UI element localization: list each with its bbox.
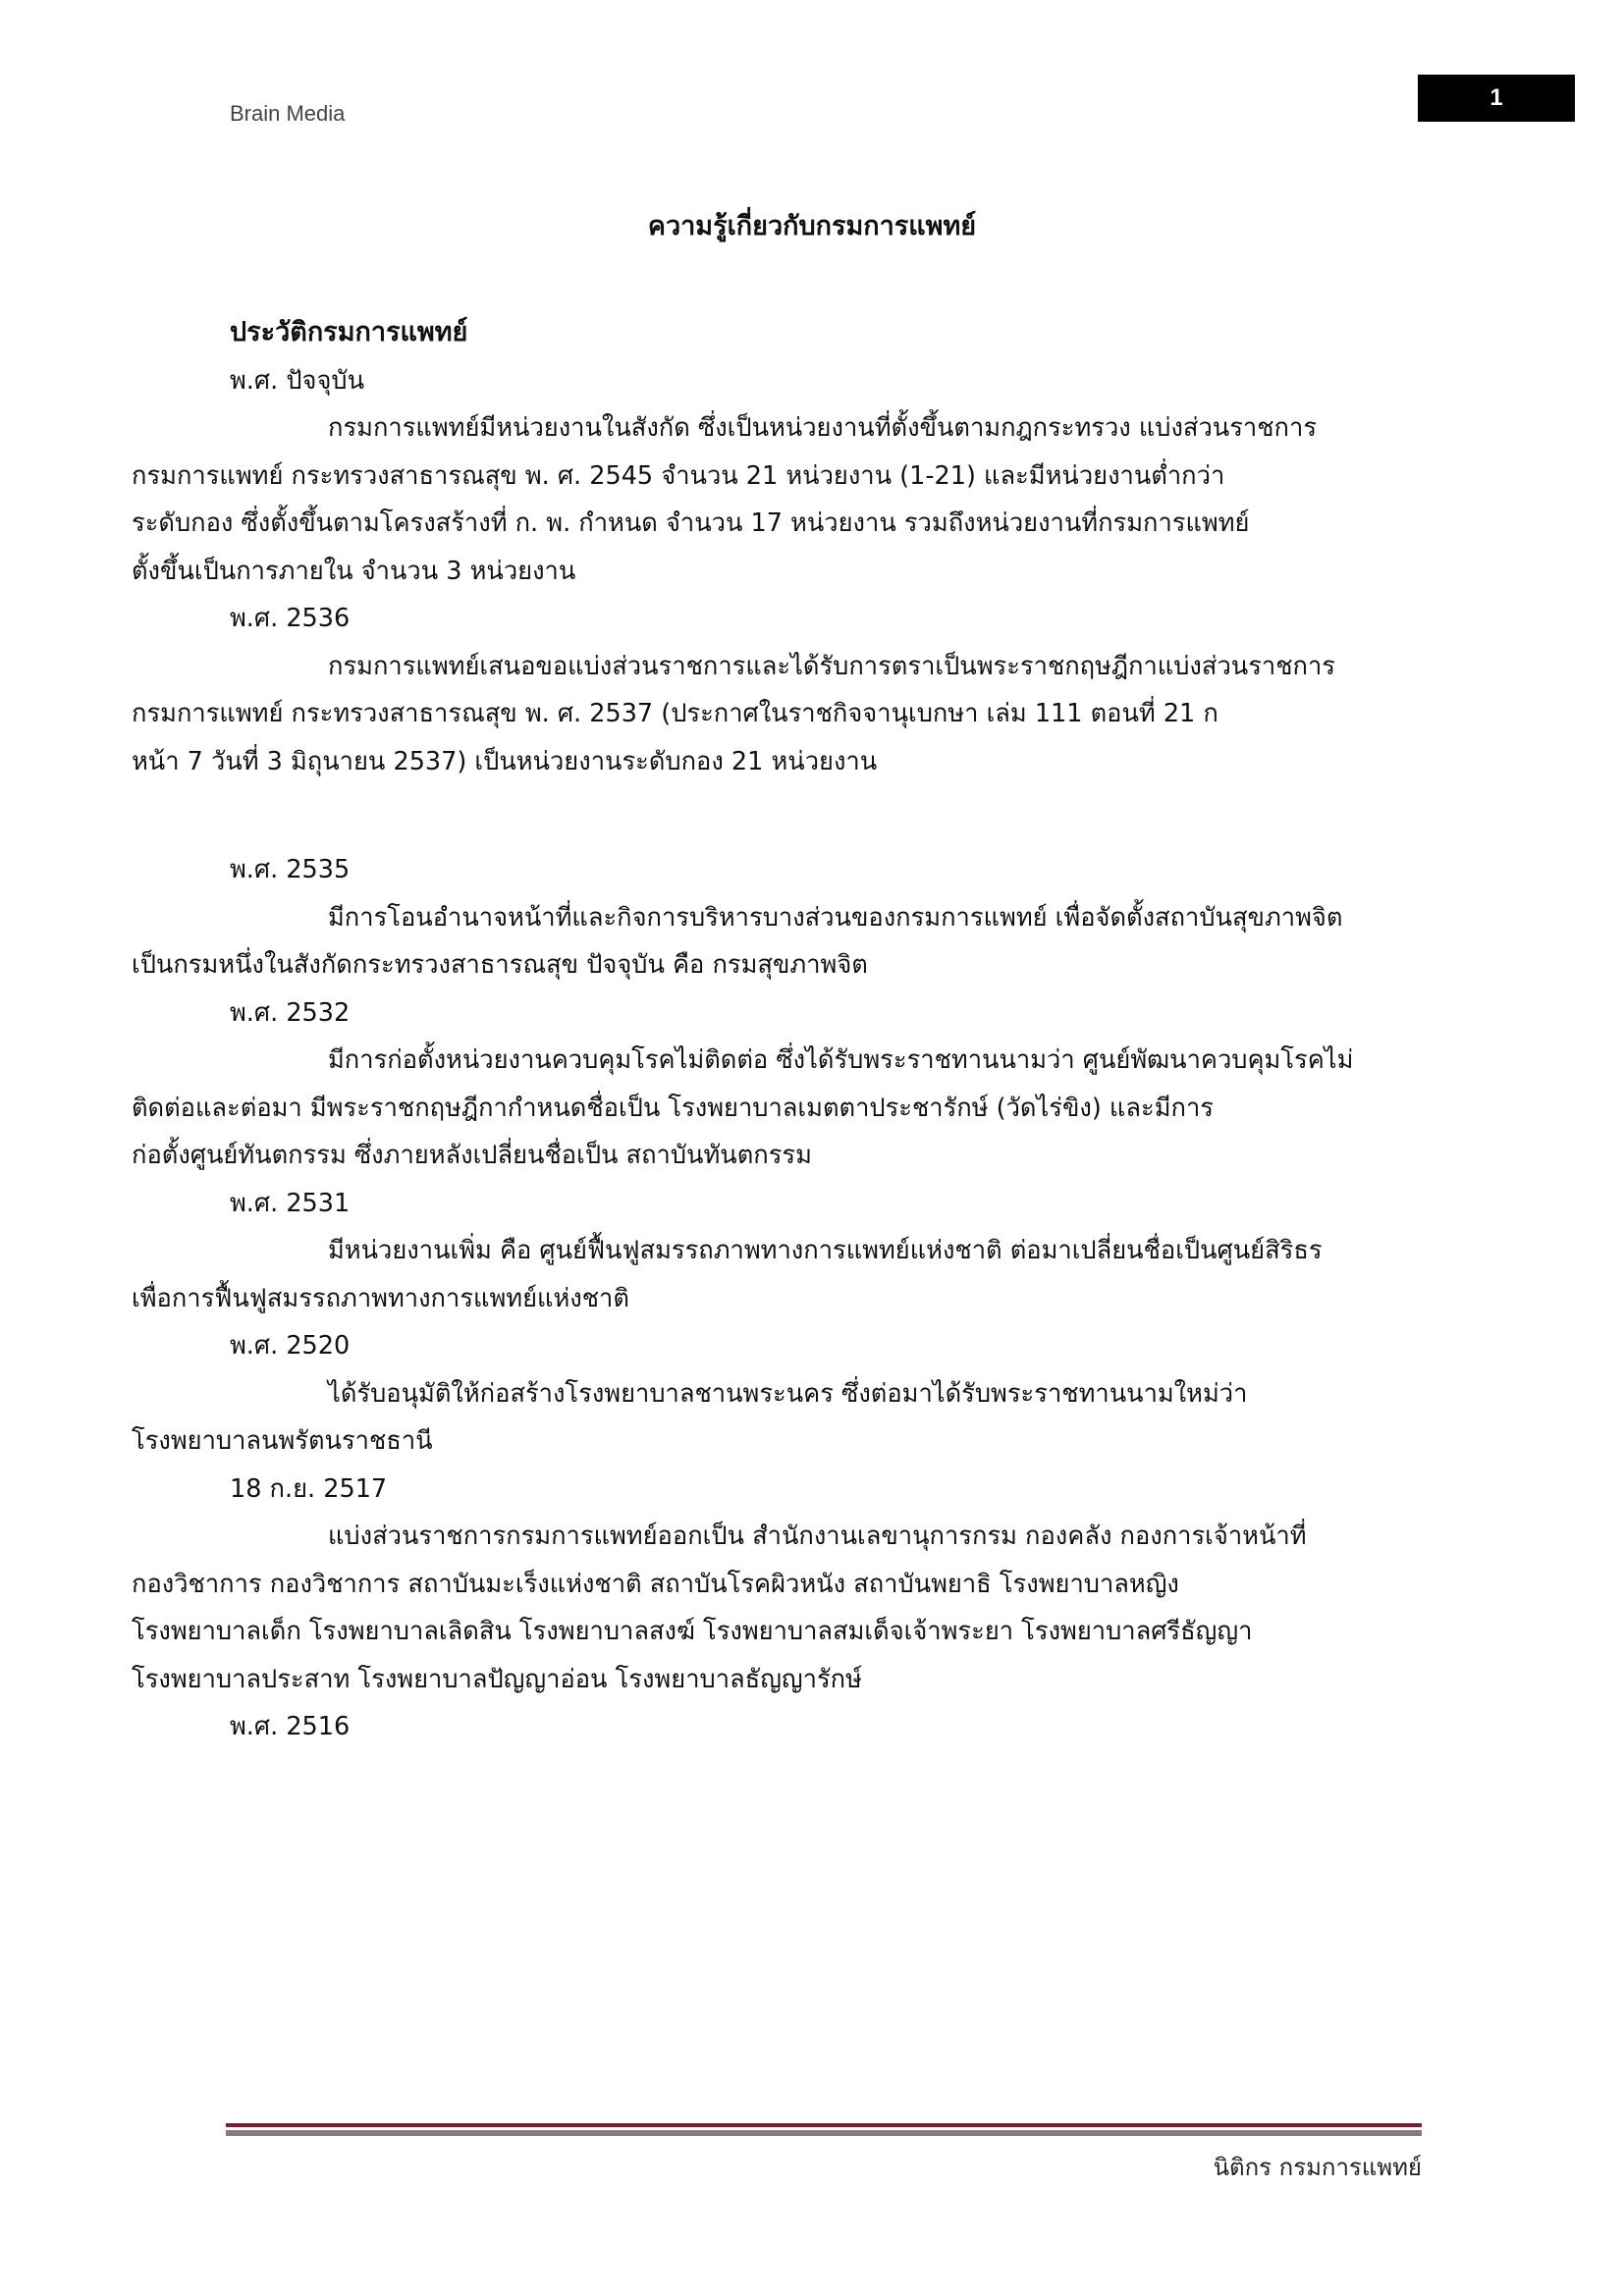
paragraph-line: มีการโอนอำนาจหน้าที่และกิจการบริหารบางส่วนของกรมการแพทย์ เพื่อจัดตั้งสถาบันสุขภาพจิต (328, 902, 1343, 933)
entry-year: พ.ศ. 2520 (230, 1331, 351, 1361)
paragraph-line: กรมการแพทย์ กระทรวงสาธารณสุข พ. ศ. 2537 (ประกาศในราชกิจจานุเบกษา เล่ม 111 ตอนที่ 21 ก (132, 699, 1218, 728)
entry (230, 1703, 1437, 1751)
paragraph-line: ติดต่อและต่อมา มีพระราชกฤษฎีกากำหนดชื่อเป็น โรงพยาบาลเมตตาประชารักษ์ (วัดไร่ขิง) และมีการ (132, 1093, 1214, 1123)
entry-year: พ.ศ. ปัจจุบัน (230, 365, 365, 396)
entry (132, 1466, 1437, 1704)
entry-paragraph (132, 1227, 1437, 1322)
paragraph-line: เป็นกรมหนึ่งในสังกัดกระทรวงสาธารณสุข ปัจจุบัน คือ กรมสุขภาพจิต (132, 950, 868, 980)
paragraph-line: โรงพยาบาลประสาท โรงพยาบาลปัญญาอ่อน โรงพยาบาลธัญญารักษ์ (132, 1664, 862, 1694)
paragraph-line: ตั้งขึ้นเป็นการภายใน จำนวน 3 หน่วยงาน (132, 556, 576, 586)
footer-rule-shadow (226, 2130, 1422, 2136)
page-number-badge (1418, 75, 1575, 122)
entry-paragraph (132, 1037, 1437, 1180)
paragraph-line: ก่อตั้งศูนย์ทันตกรรม ซึ่งภายหลังเปลี่ยนชื่อเป็น สถาบันทันตกรรม (132, 1141, 812, 1170)
paragraph-line: โรงพยาบาลเด็ก โรงพยาบาลเลิดสิน โรงพยาบาลสงฆ์ โรงพยาบาลสมเด็จเจ้าพระยา โรงพยาบาลศรีธัญญา (132, 1617, 1253, 1646)
paragraph-line: กรมการแพทย์ กระทรวงสาธารณสุข พ. ศ. 2545 จำนวน 21 หน่วยงาน (1-21) และมีหน่วยงานต่ำกว่า (132, 460, 1225, 491)
entry (132, 1180, 1437, 1323)
entry-paragraph (132, 643, 1437, 786)
entry-paragraph (132, 894, 1437, 989)
paragraph-line: ระดับกอง ซึ่งตั้งขึ้นตามโครงสร้างที่ ก. พ. กำหนด จำนวน 17 หน่วยงาน รวมถึงหน่วยงานที่กรมการแพทย์ (132, 508, 1250, 538)
footer-rule (226, 2123, 1422, 2127)
entry (132, 357, 1437, 596)
entry (132, 989, 1437, 1180)
entry-year: 18 ก.ย. 2517 (230, 1473, 388, 1504)
entry-paragraph (132, 404, 1437, 595)
entry-paragraph (132, 1513, 1437, 1703)
paragraph-line: กรมการแพทย์เสนอขอแบ่งส่วนราชการและได้รับการตราเป็นพระราชกฤษฎีกาแบ่งส่วนราชการ (328, 651, 1335, 681)
page-title: ความรู้เกี่ยวกับกรมการแพทย์ (647, 211, 977, 241)
entry-year: พ.ศ. 2516 (230, 1712, 351, 1741)
paragraph-line: โรงพยาบาลนพรัตนราชธานี (132, 1426, 433, 1456)
entry-year: พ.ศ. 2536 (230, 604, 351, 633)
document-body (132, 309, 1437, 1751)
paragraph-line: หน้า 7 วันที่ 3 มิถุนายน 2537) เป็นหน่วยงานระดับกอง 21 หน่วยงาน (132, 746, 878, 776)
paragraph-line: มีการก่อตั้งหน่วยงานควบคุมโรคไม่ติดต่อ ซึ่งได้รับพระราชทานนามว่า ศูนย์พัฒนาควบคุมโรคไม่ (328, 1045, 1354, 1075)
entry (132, 846, 1437, 989)
paragraph-line: กรมการแพทย์มีหน่วยงานในสังกัด ซึ่งเป็นหน่วยงานที่ตั้งขึ้นตามกฎกระทรวง แบ่งส่วนราชการ (328, 413, 1318, 443)
entry (132, 595, 1437, 785)
paragraph-line: มีหน่วยงานเพิ่ม คือ ศูนย์ฟื้นฟูสมรรถภาพทางการแพทย์แห่งชาติ ต่อมาเปลี่ยนชื่อเป็นศูนย์สิริธร (328, 1236, 1323, 1265)
paragraph-line: ได้รับอนุมัติให้ก่อสร้างโรงพยาบาลชานพระนคร ซึ่งต่อมาได้รับพระราชทานนามใหม่ว่า (328, 1378, 1248, 1409)
paragraph-line: กองวิชาการ กองวิชาการ สถาบันมะเร็งแห่งชาติ สถาบันโรคผิวหนัง สถาบันพยาธิ โรงพยาบาลหญิง (132, 1569, 1179, 1599)
section-heading: ประวัติกรมการแพทย์ (230, 317, 468, 347)
header-brand: Brain Media (230, 101, 346, 126)
paragraph-line: เพื่อการฟื้นฟูสมรรถภาพทางการแพทย์แห่งชาติ (132, 1283, 629, 1313)
paragraph-line: แบ่งส่วนราชการกรมการแพทย์ออกเป็น สำนักงานเลขานุการกรม กองคลัง กองการเจ้าหน้าที่ (328, 1522, 1307, 1551)
spacer (230, 785, 1437, 846)
footer-text: นิติกร กรมการแพทย์ (1213, 2154, 1422, 2181)
entry-paragraph (132, 1370, 1437, 1466)
entry (132, 1322, 1437, 1466)
entry-year: พ.ศ. 2535 (230, 855, 351, 884)
page-number: 1 (1489, 84, 1503, 111)
entry-year: พ.ศ. 2532 (230, 997, 351, 1028)
entry-year: พ.ศ. 2531 (230, 1188, 351, 1218)
